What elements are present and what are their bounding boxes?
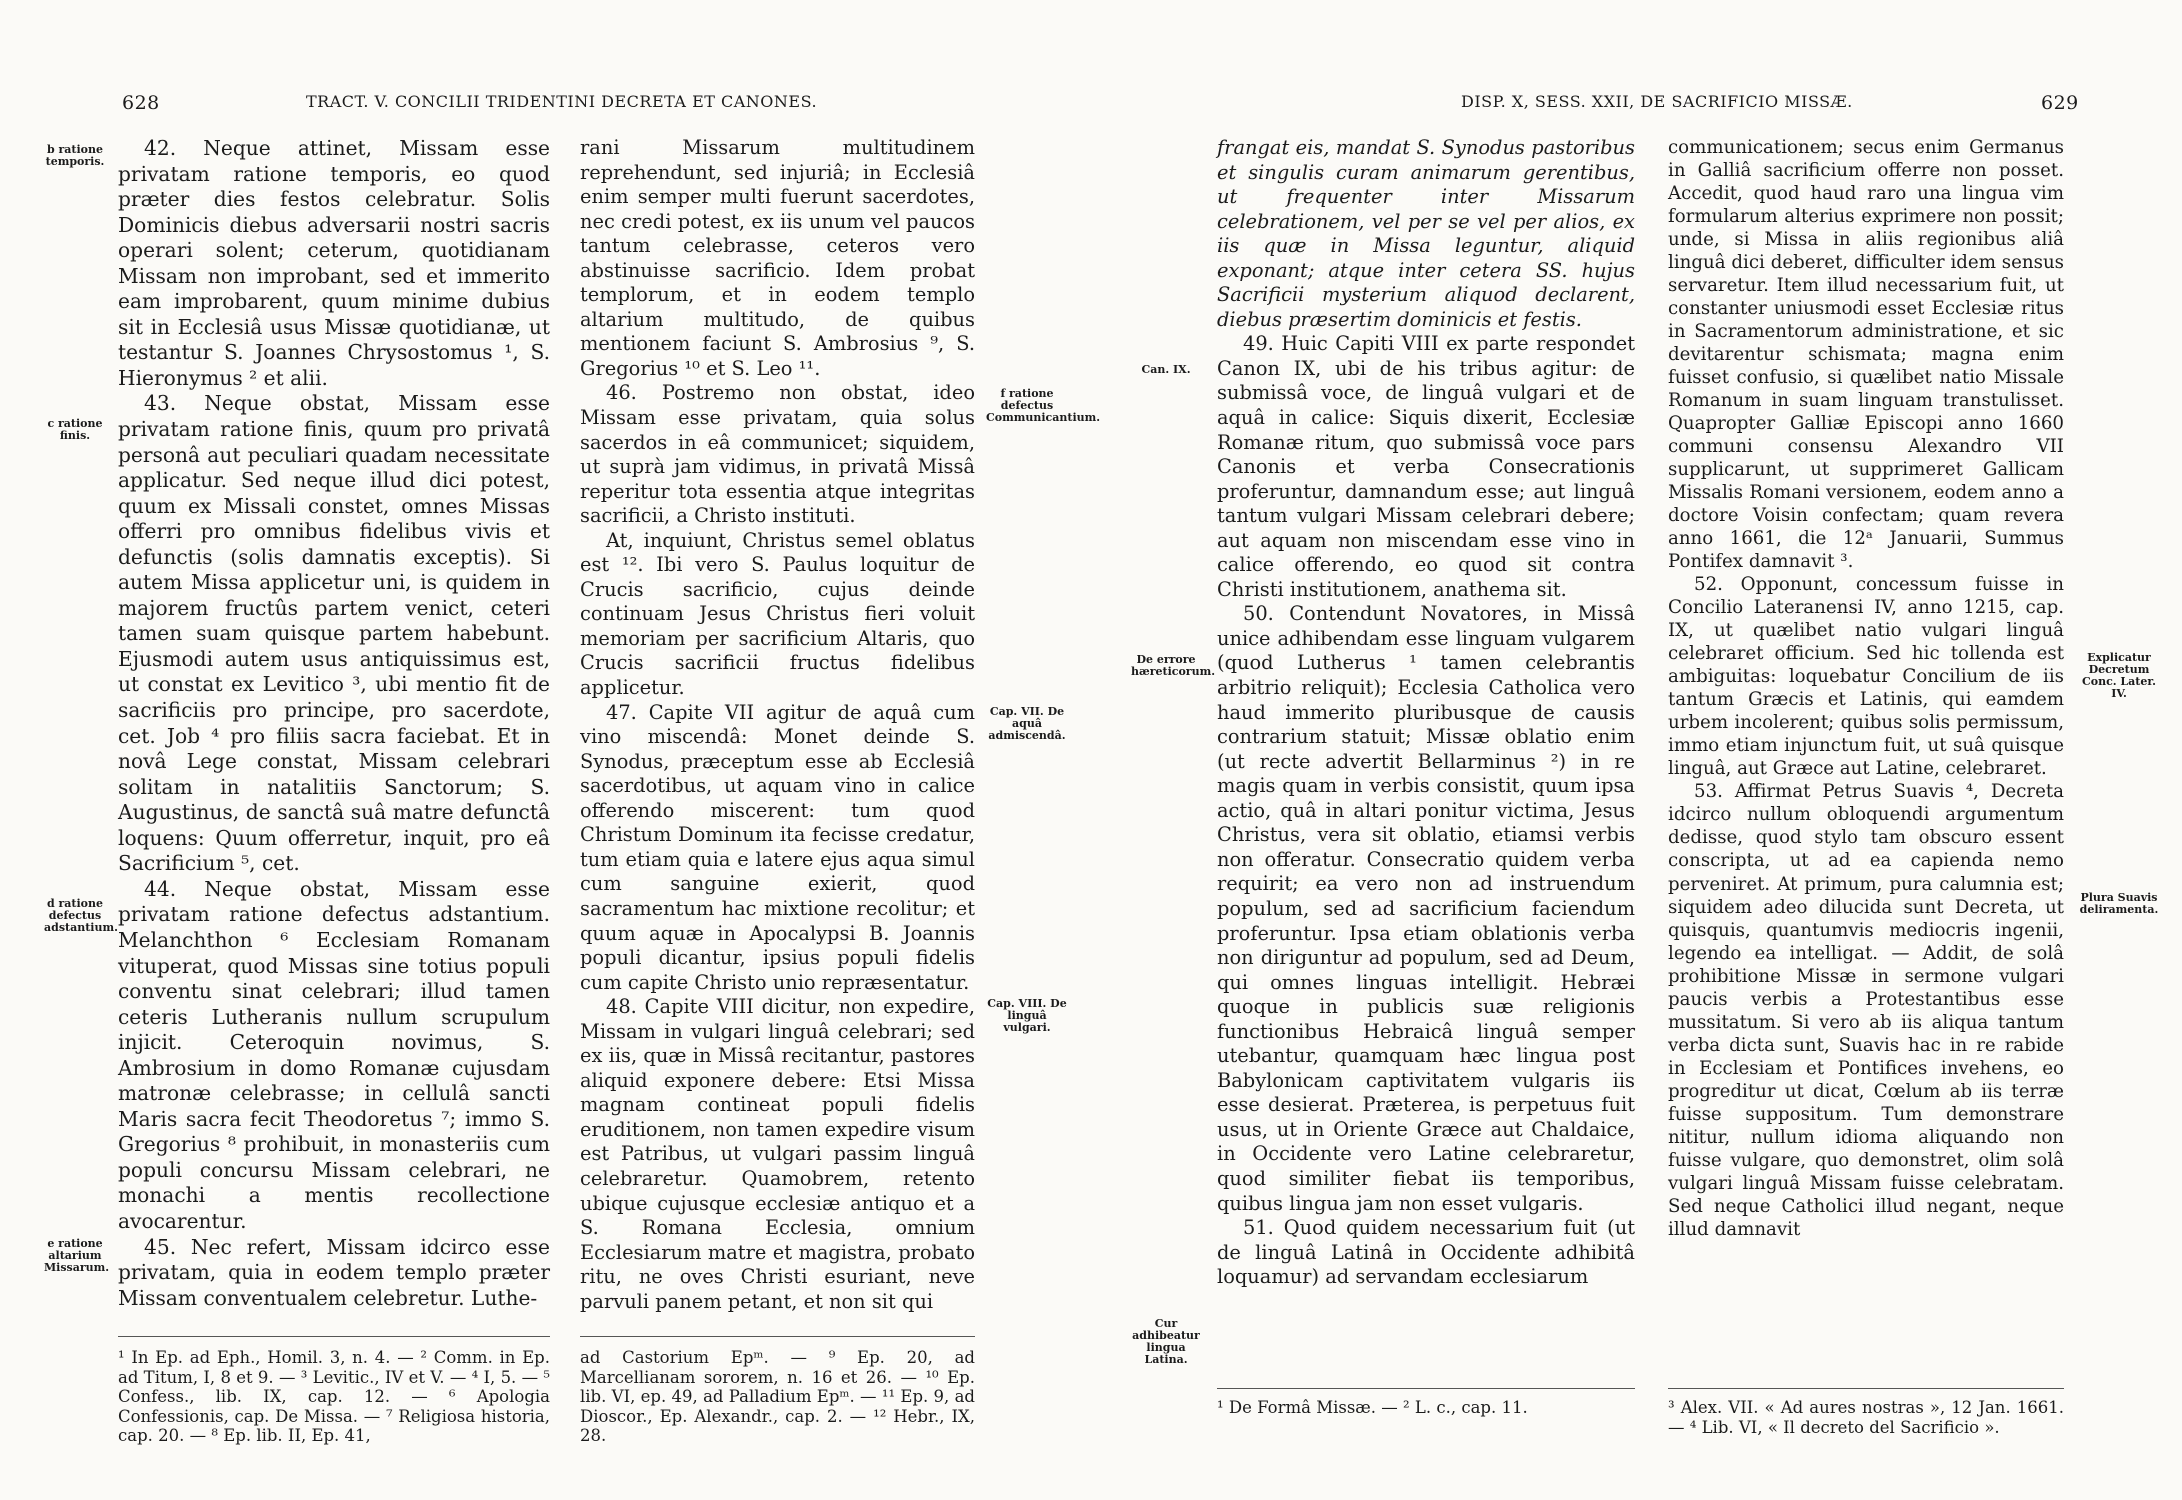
footnotes: ³ Alex. VII. « Ad aures nostras », 12 Jan. 1661. — ⁴ Lib. VI, « Il decreto del Sacrificio ». [1668,1398,2064,1437]
running-head: DISP. X, SESS. XXII, DE SACRIFICIO MISSÆ. [1461,92,1853,111]
paragraph: 43. Neque obstat, Missam esse privatam ratione finis, quum pro privatâ personâ aut peculiari quadam necessitate applicatur. Sed neque illud dici potest, quum ex Missali constet, omnes Missas offerri pro omnibus fidelibus vivis et defunctis (solis damnatis exceptis). Si autem Missa applicetur uni, is quidem in majorem fructûs partem venict, ceteri tamen suam quisque partem habebunt. Ejusmodi autem usus antiquissimus est, ut constat ex Levitico ³, ubi mentio fit de sacrificiis pro principe, pro sacerdote, cet. Job ⁴ pro filiis sacra faciebat. Et in novâ Lege constat, Missam celebrari solitam in natalitiis Sanctorum; S. Augustinus, de sanctâ suâ matre defunctâ loquens: Quum offerretur, inquit, pro eâ Sacrificium ⁵, cet. [118,391,550,876]
paragraph: 45. Nec refert, Missam idcirco esse privatam, quia in eodem templo præter Missam conventualem celebretur. Luthe- [118,1234,550,1310]
footnote-rule [1217,1388,1635,1389]
paragraph: 46. Postremo non obstat, ideo Missam esse privatam, quia solus sacerdos in eâ communicet; siquidem, ut suprà jam vidimus, in privatâ Missâ reperitur tota essentia atque integritas sacrificii, a Christo instituti. [580,381,975,528]
paragraph: communicationem; secus enim Germanus in Galliâ sacrificium offerre non posset. Accedit, quod haud raro una lingua vim formularum alterius exprimere non possit; unde, si Missa in aliis regionibus aliâ linguâ dici deberet, difficulter idem sensus servaretur. Item illud necessarium fuit, ut constanter uniusmodi esset Ecclesiæ ritus in Sacramentorum administratione, et sic devitarentur schismata; magna enim fuisset confusio, si quælibet natio Missale Romanum in suam linguam transtulisset. Quapropter Galliæ Episcopi anno 1660 communi consensu Alexandro VII supplicarunt, ut supprimeret Gallicam Missalis Romani versionem, eodem anno a doctore Voisin confectam; quam revera anno 1661, die 12ᵃ Januarii, Summus Pontifex damnavit ³. [1668,137,2064,573]
paragraph: 52. Opponunt, concessum fuisse in Concilio Lateranensi IV, anno 1215, cap. IX, ut quælibet natio vulgari linguâ celebraret officium. Sed hic tollenda est ambiguitas: loquebatur Concilium de iis tantum Græcis et Latinis, qui eamdem urbem incolerent; quibus solis permissum, immo etiam injunctum fuit, ut suâ quisque linguâ, aut Græce aut Latine, celebraret. [1668,574,2064,780]
paragraph: 48. Capite VIII dicitur, non expedire, Missam in vulgari linguâ celebrari; sed ex iis, quæ in Missâ recitantur, pastores aliquid exponere debere: Etsi Missa magnam contineat populi fidelis eruditionem, non tamen expedire visum est Patribus, ut vulgari passim linguâ celebraretur. Quamobrem, retento ubique cujusque ecclesiæ antiquo et a S. Romana Ecclesia, omnium Ecclesiarum matre et magistra, probato ritu, ne oves Christi esuriant, neve parvuli panem petant, et non sit qui [580,995,975,1313]
text-column-2 [1668,136,2064,1241]
running-head: TRACT. V. CONCILII TRIDENTINI DECRETA ET CANONES. [306,92,818,111]
footnote-rule [580,1336,975,1337]
footnotes: ¹ De Formâ Missæ. — ² L. c., cap. 11. [1217,1398,1528,1417]
margin-note: Cap. VII. De aquâ admiscendâ. [988,705,1066,742]
paragraph: 53. Affirmat Petrus Suavis ⁴, Decreta idcirco nullum obloquendi argumentum dedisse, quod stylo tam obscuro essent conscripta, ut ad ea capienda nemo perveniret. At primum, pura calumnia est; siquidem adeo dilucida sunt Decreta, ut quisquis, quantumvis mediocris ingenii, legendo ea intelligat. — Addit, de solâ prohibitione Missæ in sermone vulgari paucis verbis a Protestantibus esse mussitatum. Si vero ab iis aliqua tantum verba dicta sunt, Suavis hac in re rabide in Ecclesiam et Pontifices invehens, eo progreditur ut dicat, Cœlum ab iis terræ fuisse suppositum. Tum demonstrare nititur, nullum idioma aliquando non fuisse vulgare, quo demonstret, olim solâ vulgari linguâ Missam fuisse celebratam. Sed neque Catholici illud negant, neque illud damnavit [1668,781,2064,1240]
right-page [1091,0,2182,1500]
paragraph: 42. Neque attinet, Missam esse privatam ratione temporis, eo quod præter dies festos celebratur. Solis Dominicis diebus adversarii nostri sacris operari solent; ceterum, quotidianam Missam non improbant, sed et immerito eam improbarent, quum minime dubius sit in Ecclesiâ usus Missæ quotidianæ, ut testantur S. Joannes Chrysostomus ¹, S. Hieronymus ² et alii. [118,136,550,390]
page-number: 628 [122,92,160,114]
margin-note: Cur adhibeatur lingua Latina. [1132,1317,1200,1366]
paragraph: 44. Neque obstat, Missam esse privatam ratione defectus adstantium. Melanchthon ⁶ Ecclesiam Romanam vituperat, quod Missas sine totius populi conventu sinat celebrari; illud tamen ceteris Lutheranis nullum scrupulum injicit. Ceteroquin novimus, S. Ambrosium in domo Romanæ cujusdam matronæ celebrasse; in cellulâ sancti Maris sacra fecit Theodoretus ⁷; immo S. Gregorius ⁸ prohibuit, in monasteriis cum populi concursu Missam celebrari, ne monachi a mentis recollectione avocarentur. [118,876,550,1233]
margin-note: d ratione defectus adstantium. [44,897,118,934]
paragraph: frangat eis, mandat S. Synodus pastoribus et singulis curam animarum gerentibus, ut frequenter inter Missarum celebrationem, vel per se vel per alios, ex iis quæ in Missa leguntur, aliquid exponant; atque inter cetera SS. hujus Sacrificii mysterium aliquod declarent, diebus præsertim dominicis et festis. [1217,136,1635,331]
margin-note: f ratione defectus Communicantium. [986,387,1101,424]
footnotes: ad Castorium Epᵐ. — ⁹ Ep. 20, ad Marcellianam sororem, n. 16 et 26. — ¹⁰ Ep. lib. VI, ep. 49, ad Palladium Epᵐ. — ¹¹ Ep. 9, ad Dioscor., Ep. Alexandr., cap. 2. — ¹² Hebr., IX, 28. [580,1348,975,1445]
paragraph: 50. Contendunt Novatores, in Missâ unice adhibendam esse linguam vulgarem (quod Lutherus ¹ tamen celebrantis arbitrio reliquit); Ecclesia Catholica vero haud immerito pluribusque de causis contrarium statuit; Missæ oblatio enim (ut recte advertit Bellarminus ²) in re magis quam in verbis consistit, quum ipsa actio, quâ in altari ponitur victima, Jesus Christus, vera sit oblatio, etiamsi verbis non offeratur. Consecratio quidem verba requirit; ea vero non ad instruendum populum, sed ad sacrificium faciendum proferuntur. Ipsa etiam oblationis verba non diriguntur ad populum, sed ad Deum, qui omnes linguas intelligit. Hebræi quoque in publicis suæ religionis functionibus Hebraicâ linguâ semper utebantur, quamquam hæc lingua post Babylonicam captivitatem vulgaris iis esse desierat. Præterea, is perpetuus fuit usus, ut in Oriente Græce aut Chaldaice, in Occidente vero Latine celebraretur, quod similiter fiebat iis temporibus, quibus lingua jam non esset vulgaris. [1217,602,1635,1215]
margin-note: e ratione altarium Missarum. [44,1237,110,1274]
paragraph: At, inquiunt, Christus semel oblatus est ¹². Ibi vero S. Paulus loquitur de Crucis sacrificio, cujus deinde continuam Jesus Christus fieri voluit memoriam per sacrificium Altaris, quo Crucis sacrificii fructus fidelibus applicetur. [580,528,975,700]
paragraph: 51. Quod quidem necessarium fuit (ut de linguâ Latinâ in Occidente adhibitâ loquamur) ad servandam ecclesiarum [1217,1216,1635,1289]
page-number: 629 [2041,92,2079,114]
margin-note: c ratione finis. [47,417,103,442]
margin-note: Explicatur Decretum Conc. Later. IV. [2081,651,2156,700]
margin-note: Cap. VIII. De linguâ vulgari. [987,997,1067,1034]
text-column-1 [1217,136,1635,1290]
margin-note: b ratione temporis. [45,143,105,168]
text-column-2 [580,136,975,1314]
margin-note: Can. IX. [1141,363,1191,376]
footnote-rule [118,1336,550,1337]
paragraph: rani Missarum multitudinem reprehendunt, sed injuriâ; in Ecclesiâ enim semper multi fuerunt sacerdotes, nec credi potest, ex iis unum vel paucos tantum celebrasse, ceteros vero abstinuisse sacrificio. Idem probat templorum, et in eodem templo altarium multitudo, de quibus mentionem faciunt S. Ambrosius ⁹, S. Gregorius ¹⁰ et S. Leo ¹¹. [580,136,975,380]
footnotes: ¹ In Ep. ad Eph., Homil. 3, n. 4. — ² Comm. in Ep. ad Titum, I, 8 et 9. — ³ Levitic., IV et V. — ⁴ I, 5. — ⁵ Confess., lib. IX, cap. 12. — ⁶ Apologia Confessionis, cap. De Missa. — ⁷ Religiosa historia, cap. 20. — ⁸ Ep. lib. II, Ep. 41, [118,1348,550,1445]
margin-note: De errore hæreticorum. [1131,653,1216,678]
text-column-1 [118,136,550,1311]
margin-note: Plura Suavis deliramenta. [2079,891,2159,916]
footnote-rule [1668,1388,2064,1389]
paragraph: 49. Huic Capiti VIII ex parte respondet Canon IX, ubi de his tribus agitur: de submissâ voce, de linguâ vulgari et de aquâ in calice: Siquis dixerit, Ecclesiæ Romanæ ritum, quo submissâ voce pars Canonis et verba Consecrationis proferuntur, damnandum esse; aut linguâ tantum vulgari Missam celebrari debere; aut aquam non miscendam esse vino in calice offerendo, eo quod sit contra Christi institutionem, anathema sit. [1217,332,1635,601]
paragraph: 47. Capite VII agitur de aquâ cum vino miscendâ: Monet deinde S. Synodus, præceptum esse ab Ecclesiâ sacerdotibus, ut aquam vino in calice offerendo miscerent: tum quod Christum Dominum ita fecisse credatur, tum etiam quia e latere ejus aqua simul cum sanguine exierit, quod sacramentum hac mixtione recolitur; et quum aquæ in Apocalypsi B. Joannis populi dicantur, ipsius populi fidelis cum capite Christo unio repræsentatur. [580,700,975,994]
